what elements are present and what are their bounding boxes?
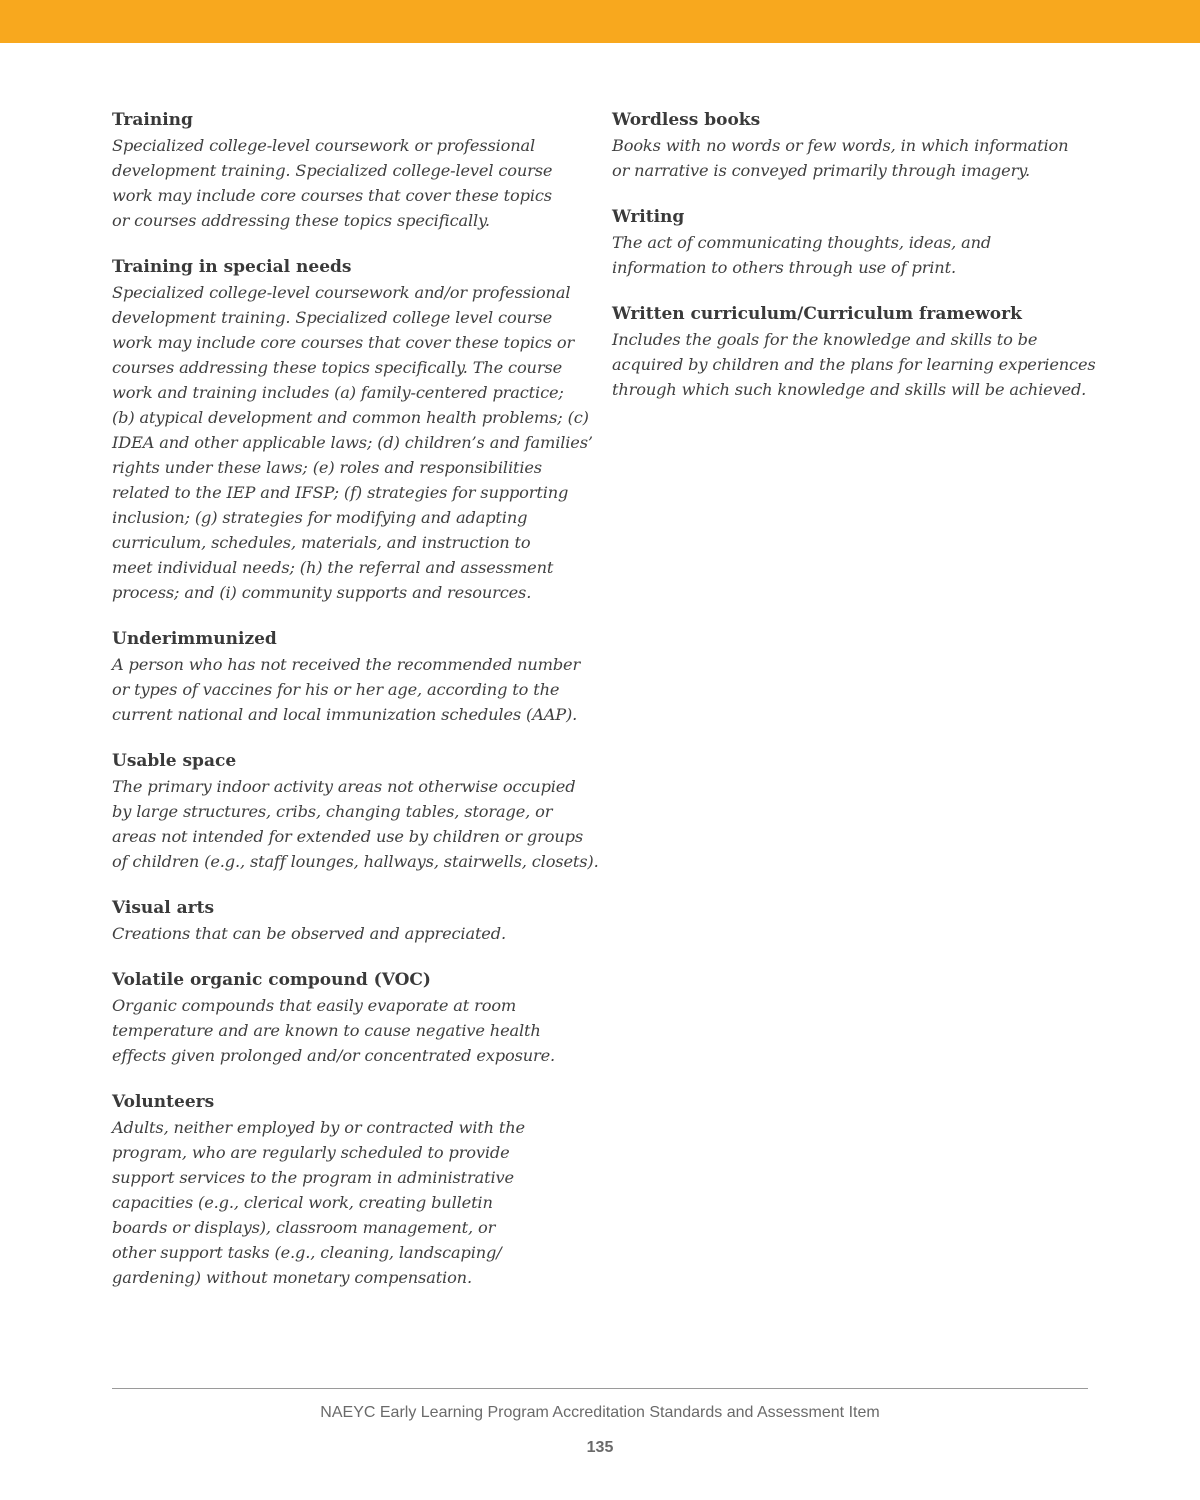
- definition-line: work may include core courses that cover these topics or: [112, 333, 575, 352]
- glossary-definition: [112, 652, 598, 727]
- glossary-term: Wordless books: [612, 110, 761, 130]
- definition-line: Adults, neither employed by or contracted with the: [112, 1118, 525, 1137]
- definition-line: courses addressing these topics specifically. The course: [112, 358, 563, 377]
- definition-line: Books with no words or few words, in which information: [612, 136, 1069, 155]
- definition-line: development training. Specialized college level course: [112, 308, 553, 327]
- definition-line: of children (e.g., staff lounges, hallways, stairwells, closets).: [112, 852, 599, 871]
- definition-line: capacities (e.g., clerical work, creating bulletin: [112, 1193, 493, 1212]
- glossary-definition: [112, 921, 598, 946]
- definition-line: The primary indoor activity areas not otherwise occupied: [112, 777, 576, 796]
- glossary-definition: [612, 230, 1102, 280]
- glossary-definition: [112, 1115, 598, 1290]
- glossary-entry: [112, 968, 598, 1068]
- glossary-term: Training in special needs: [112, 257, 352, 277]
- glossary-column-left: [112, 108, 598, 1312]
- definition-line: effects given prolonged and/or concentrated exposure.: [112, 1046, 556, 1065]
- glossary-column-right: [612, 108, 1102, 424]
- glossary-entry: [612, 205, 1102, 280]
- definition-line: curriculum, schedules, materials, and instruction to: [112, 533, 531, 552]
- definition-line: related to the IEP and IFSP; (f) strategies for supporting: [112, 483, 569, 502]
- glossary-entry: [612, 108, 1102, 183]
- definition-line: process; and (i) community supports and resources.: [112, 583, 532, 602]
- glossary-term: Visual arts: [112, 898, 215, 918]
- glossary-term: Writing: [612, 207, 685, 227]
- definition-line: or courses addressing these topics specifically.: [112, 211, 490, 230]
- definition-line: or types of vaccines for his or her age, according to the: [112, 680, 560, 699]
- definition-line: acquired by children and the plans for learning experiences: [612, 355, 1096, 374]
- definition-line: program, who are regularly scheduled to provide: [112, 1143, 510, 1162]
- page-number: 135: [586, 1439, 614, 1456]
- definition-line: inclusion; (g) strategies for modifying and adapting: [112, 508, 528, 527]
- glossary-term: Underimmunized: [112, 629, 277, 649]
- glossary-entry: [612, 302, 1102, 402]
- glossary-entry: [112, 1090, 598, 1290]
- glossary-definition: [612, 133, 1102, 183]
- definition-line: support services to the program in administrative: [112, 1168, 514, 1187]
- glossary-term: Training: [112, 110, 193, 130]
- definition-line: IDEA and other applicable laws; (d) children’s and families’: [112, 433, 593, 452]
- definition-line: or narrative is conveyed primarily through imagery.: [612, 161, 1030, 180]
- definition-line: Specialized college-level coursework or professional: [112, 136, 536, 155]
- definition-line: temperature and are known to cause negative health: [112, 1021, 541, 1040]
- glossary-term: Volunteers: [112, 1092, 215, 1112]
- glossary-definition: [112, 133, 598, 233]
- top-accent-band: [0, 0, 1200, 43]
- glossary-term: Volatile organic compound (VOC): [112, 970, 431, 990]
- definition-line: Creations that can be observed and appreciated.: [112, 924, 506, 943]
- glossary-entry: [112, 255, 598, 605]
- definition-line: gardening) without monetary compensation.: [112, 1268, 472, 1287]
- definition-line: meet individual needs; (h) the referral and assessment: [112, 558, 554, 577]
- definition-line: The act of communicating thoughts, ideas, and: [612, 233, 992, 252]
- glossary-term: Written curriculum/Curriculum framework: [612, 304, 1022, 324]
- footer-divider: [112, 1388, 1088, 1389]
- glossary-term: Usable space: [112, 751, 237, 771]
- definition-line: information to others through use of print.: [612, 258, 956, 277]
- definition-line: Organic compounds that easily evaporate at room: [112, 996, 517, 1015]
- definition-line: by large structures, cribs, changing tables, storage, or: [112, 802, 553, 821]
- definition-line: areas not intended for extended use by children or groups: [112, 827, 583, 846]
- glossary-entry: [112, 896, 598, 946]
- definition-line: Specialized college-level coursework and/or professional: [112, 283, 571, 302]
- definition-line: work may include core courses that cover these topics: [112, 186, 552, 205]
- definition-line: current national and local immunization schedules (AAP).: [112, 705, 578, 724]
- definition-line: other support tasks (e.g., cleaning, landscaping/: [112, 1243, 502, 1262]
- glossary-definition: [112, 774, 598, 874]
- definition-line: through which such knowledge and skills will be achieved.: [612, 380, 1087, 399]
- definition-line: development training. Specialized college-level course: [112, 161, 553, 180]
- definition-line: A person who has not received the recommended number: [112, 655, 581, 674]
- glossary-definition: [112, 280, 598, 605]
- glossary-definition: [112, 993, 598, 1068]
- glossary-definition: [612, 327, 1102, 402]
- definition-line: rights under these laws; (e) roles and responsibilities: [112, 458, 542, 477]
- glossary-entry: [112, 108, 598, 233]
- definition-line: boards or displays), classroom management, or: [112, 1218, 496, 1237]
- glossary-entry: [112, 627, 598, 727]
- definition-line: work and training includes (a) family-centered practice;: [112, 383, 564, 402]
- footer-document-title: NAEYC Early Learning Program Accreditation Standards and Assessment Item: [320, 1404, 880, 1421]
- glossary-entry: [112, 749, 598, 874]
- definition-line: Includes the goals for the knowledge and skills to be: [612, 330, 1038, 349]
- definition-line: (b) atypical development and common health problems; (c): [112, 408, 589, 427]
